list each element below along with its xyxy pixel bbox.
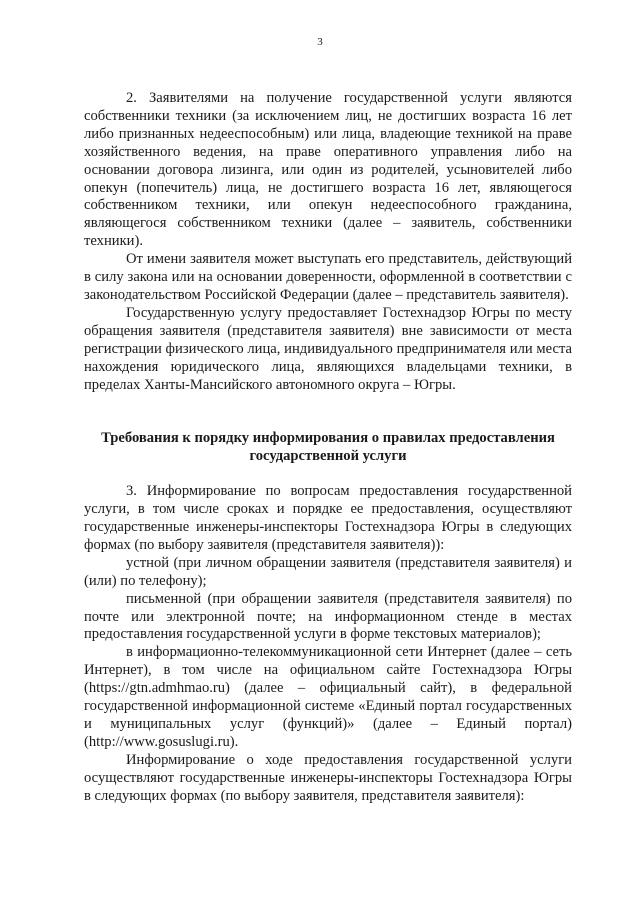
paragraph-provider: Государственную услугу предоставляет Гостехнадзор Югры по месту обращения заявителя (представителя заявителя) вне зависимости от места регистрации физического лица, индивидуального предпринимателя или места нахождения юридического лица, являющихся владельцами техники, в пределах Ханты-Мансийского автономного округа – Югры. xyxy=(84,304,572,393)
section-heading-line1: Требования к порядку информирования о правилах предоставления xyxy=(101,430,555,447)
paragraph-representative: От имени заявителя может выступать его представитель, действующий в силу закона или на основании доверенности, оформленной в соответствии с законодательством Российской Федерации (далее – представитель заявителя). xyxy=(84,251,572,303)
page-number: 3 xyxy=(317,36,323,48)
paragraph-internet-form: в информационно-телекоммуникационной сети Интернет (далее – сеть Интернет), в том числе на официальном сайте Гостехнадзора Югры (https://gtn.admhmao.ru) (далее – официальный сайт), в федеральной государственной информационной системе «Единый портал государственных и муниципальных услуг (функций)» (далее – Единый портал) (http://www.gosuslugi.ru). xyxy=(84,644,572,750)
section-heading-line2: государственной услуги xyxy=(249,448,407,465)
section-heading xyxy=(84,430,572,466)
paragraph-written-form: письменной (при обращении заявителя (представителя заявителя) по почте или электронной почте; на информационном стенде в местах предоставления государственной услуги в форме текстовых материалов); xyxy=(84,590,572,643)
paragraph-oral-form: устной (при личном обращении заявителя (представителя заявителя) и (или) по телефону); xyxy=(84,554,572,589)
paragraph-applicants: 2. Заявителями на получение государственной услуги являются собственники техники (за исключением лиц, не достигших возраста 16 лет либо признанных недееспособным) или лица, владеющие техникой на праве хозяйственного ведения, на праве оперативного управления либо на основании договора лизинга, или один из родителей, усыновителей либо опекун (попечитель) лица, не достигшего возраста 16 лет, являющегося собственником техники, или опекун недееспособного гражданина, являющегося собственником техники (далее – заявитель, собственники техники). xyxy=(84,90,572,250)
spacer xyxy=(84,394,572,430)
spacer xyxy=(84,466,572,483)
document-body xyxy=(84,90,572,806)
paragraph-informing: 3. Информирование по вопросам предоставления государственной услуги, в том числе сроках и порядке ее предоставления, осуществляют государственные инженеры-инспекторы Гостехнадзора Югры в следующих формах (по выбору заявителя (представителя заявителя)): xyxy=(84,483,572,553)
paragraph-progress-informing: Информирование о ходе предоставления государственной услуги осуществляют государственные инженеры-инспекторы Гостехнадзора Югры в следующих формах (по выбору заявителя, представителя заявителя): xyxy=(84,751,572,804)
